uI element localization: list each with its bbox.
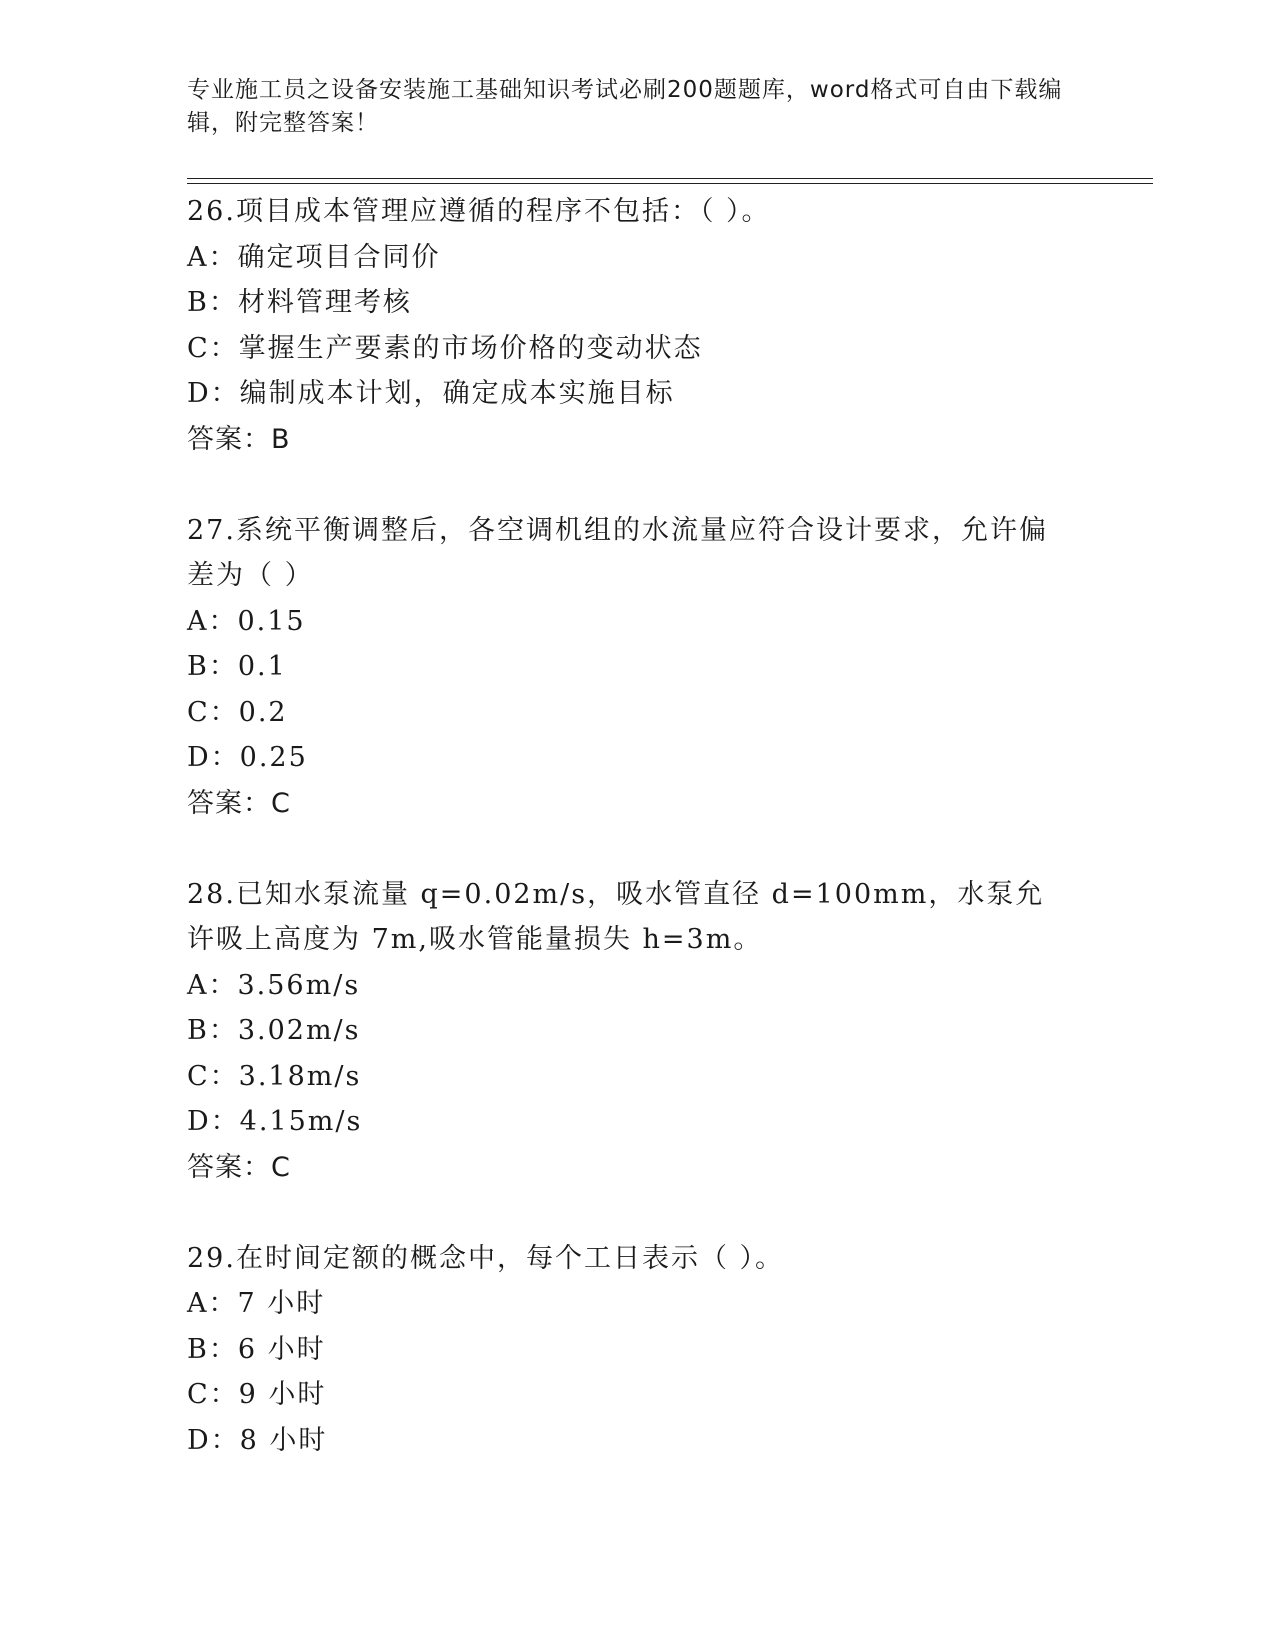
option-b: B：6 小时 xyxy=(187,1333,326,1365)
header-divider xyxy=(187,178,1153,184)
option-b: B：0.1 xyxy=(187,651,287,682)
spacer xyxy=(187,462,1087,508)
option-a: A：7 小时 xyxy=(187,1288,326,1319)
answer-text: 答案：C xyxy=(187,1151,291,1183)
spacer xyxy=(187,1190,1087,1236)
question-stem: 27.系统平衡调整后，各空调机组的水流量应符合设计要求，允许偏差为（ ） xyxy=(187,514,1048,591)
option-a: A：确定项目合同价 xyxy=(187,241,441,273)
option-d: D：0.25 xyxy=(187,742,308,773)
question-list xyxy=(187,189,1087,1463)
option-d: D：编制成本计划，确定成本实施目标 xyxy=(187,378,675,409)
question-stem: 26.项目成本管理应遵循的程序不包括：（ ）。 xyxy=(187,196,771,227)
question-stem: 28.已知水泵流量 q=0.02m/s，吸水管直径 d=100mm，水泵允许吸上高度为 7m,吸水管能量损失 h=3m。 xyxy=(187,878,1045,955)
option-c: C：掌握生产要素的市场价格的变动状态 xyxy=(187,332,703,364)
option-d: D：4.15m/s xyxy=(187,1106,363,1137)
question-26 xyxy=(187,189,1087,462)
page-header-title: 专业施工员之设备安装施工基础知识考试必刷200题题库，word格式可自由下载编辑，附完整答案！ xyxy=(187,77,1063,136)
option-b: B：3.02m/s xyxy=(187,1015,361,1046)
question-27 xyxy=(187,508,1087,827)
question-28 xyxy=(187,872,1087,1191)
option-a: A：0.15 xyxy=(187,605,306,637)
option-d: D：8 小时 xyxy=(187,1424,328,1456)
option-c: C：0.2 xyxy=(187,696,288,728)
option-c: C：9 小时 xyxy=(187,1379,327,1410)
answer-text: 答案：B xyxy=(187,423,291,455)
question-stem: 29.在时间定额的概念中，每个工日表示（ ）。 xyxy=(187,1242,785,1274)
answer-text: 答案：C xyxy=(187,787,291,819)
spacer xyxy=(187,826,1087,872)
option-c: C：3.18m/s xyxy=(187,1060,362,1092)
question-29 xyxy=(187,1236,1087,1464)
option-b: B：材料管理考核 xyxy=(187,287,412,318)
option-a: A：3.56m/s xyxy=(187,969,361,1001)
